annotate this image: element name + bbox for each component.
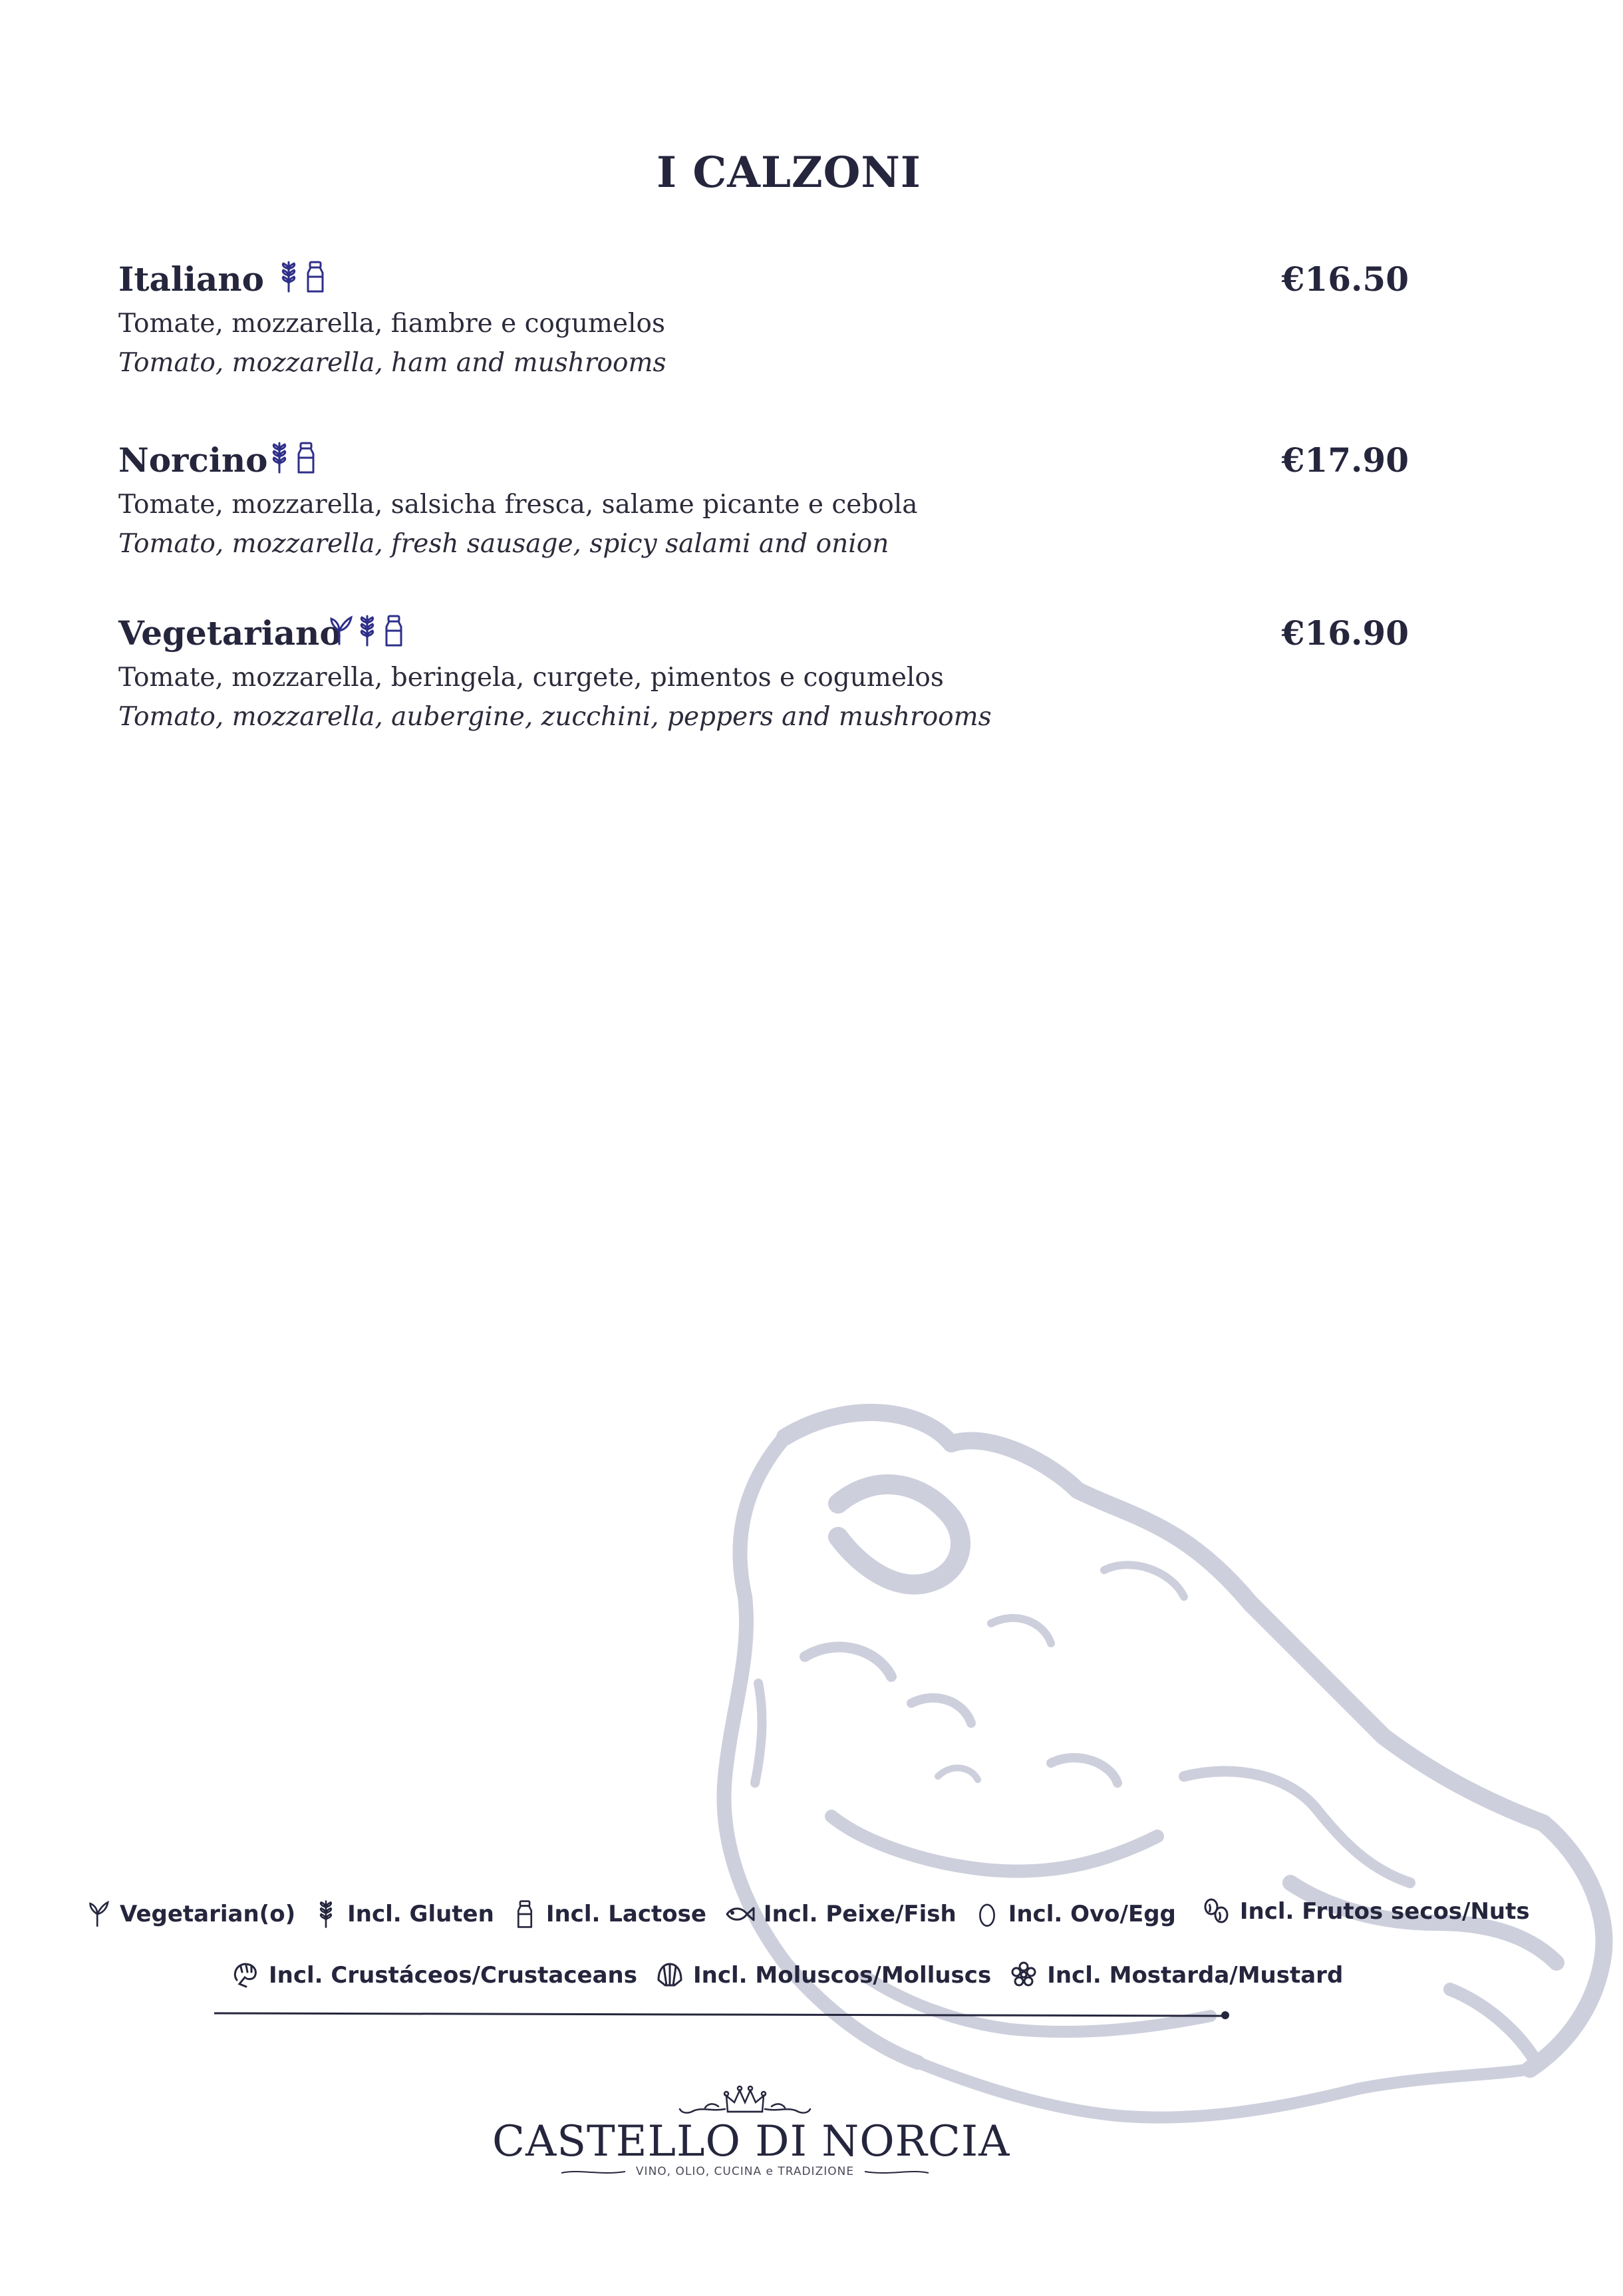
legend-item <box>313 1899 494 1929</box>
swash-left-icon <box>560 2168 627 2176</box>
mustard-icon <box>1008 1960 1039 1991</box>
legend-item <box>974 1899 1176 1929</box>
legend-item <box>230 1960 637 1991</box>
legend-label: Incl. Frutos secos/Nuts <box>1239 1898 1530 1925</box>
legend-label: Incl. Lactose <box>545 1901 706 1927</box>
fish-icon <box>724 1899 756 1929</box>
item-description-pt: Tomate, mozzarella, salsicha fresca, salame picante e cebola <box>118 490 918 520</box>
nuts-icon <box>1201 1896 1232 1927</box>
legend-label: Incl. Ovo/Egg <box>1008 1901 1176 1927</box>
item-description-en: Tomato, mozzarella, fresh sausage, spicy salami and onion <box>118 529 889 559</box>
menu-item <box>118 613 1409 732</box>
brand-name: CASTELLO DI NORCIA <box>492 2117 1010 2166</box>
menu-item <box>118 440 1409 559</box>
divider-line <box>214 2009 1232 2020</box>
legend-label: Incl. Gluten <box>347 1901 494 1927</box>
legend-item <box>1201 1896 1530 1927</box>
legend-label: Incl. Moluscos/Molluscs <box>692 1962 992 1989</box>
brand-tagline-row <box>492 2165 998 2178</box>
calzone-watermark-illustration <box>705 1404 1623 2142</box>
milk-bottle-icon <box>294 440 318 475</box>
crown-icon <box>678 2082 811 2118</box>
sprout-icon <box>85 1899 112 1929</box>
menu-item <box>118 259 1409 378</box>
item-price: €16.50 <box>1281 259 1409 299</box>
swash-right-icon <box>863 2168 930 2176</box>
item-description-pt: Tomate, mozzarella, fiambre e cogumelos <box>118 309 666 339</box>
shell-icon <box>655 1960 685 1991</box>
legend-label: Incl. Peixe/Fish <box>763 1901 957 1927</box>
item-name: Vegetariano <box>118 613 342 653</box>
egg-icon <box>974 1899 1000 1929</box>
wheat-icon <box>355 613 379 648</box>
milk-bottle-icon <box>303 259 327 294</box>
wheat-icon <box>313 1899 339 1929</box>
shrimp-icon <box>230 1960 261 1991</box>
legend-item <box>655 1960 991 1991</box>
brand-logo <box>492 2082 1010 2196</box>
legend-label: Vegetarian(o) <box>120 1901 296 1927</box>
allergen-legend <box>230 1960 1360 1991</box>
milk-bottle-icon <box>512 1899 538 1929</box>
legend-label: Incl. Mostarda/Mustard <box>1047 1962 1344 1989</box>
item-price: €17.90 <box>1281 440 1409 480</box>
page-title: I CALZONI <box>657 148 921 198</box>
legend-label: Incl. Crustáceos/Crustaceans <box>269 1962 637 1989</box>
item-name: Italiano <box>118 259 264 299</box>
milk-bottle-icon <box>382 613 406 648</box>
brand-tagline: VINO, OLIO, CUCINA e TRADIZIONE <box>635 2165 855 2178</box>
sprout-icon <box>329 613 353 648</box>
legend-item <box>512 1899 706 1929</box>
item-price: €16.90 <box>1281 613 1409 653</box>
item-name: Norcino <box>118 440 268 480</box>
wheat-icon <box>267 440 291 475</box>
item-description-pt: Tomate, mozzarella, beringela, curgete, pimentos e cogumelos <box>118 663 944 693</box>
item-description-en: Tomato, mozzarella, ham and mushrooms <box>118 348 666 378</box>
legend-item <box>724 1899 957 1929</box>
wheat-icon <box>277 259 301 294</box>
allergen-legend <box>85 1899 1547 1929</box>
item-description-en: Tomato, mozzarella, aubergine, zucchini, peppers and mushrooms <box>118 702 992 732</box>
legend-item <box>85 1899 295 1929</box>
legend-item <box>1008 1960 1343 1991</box>
